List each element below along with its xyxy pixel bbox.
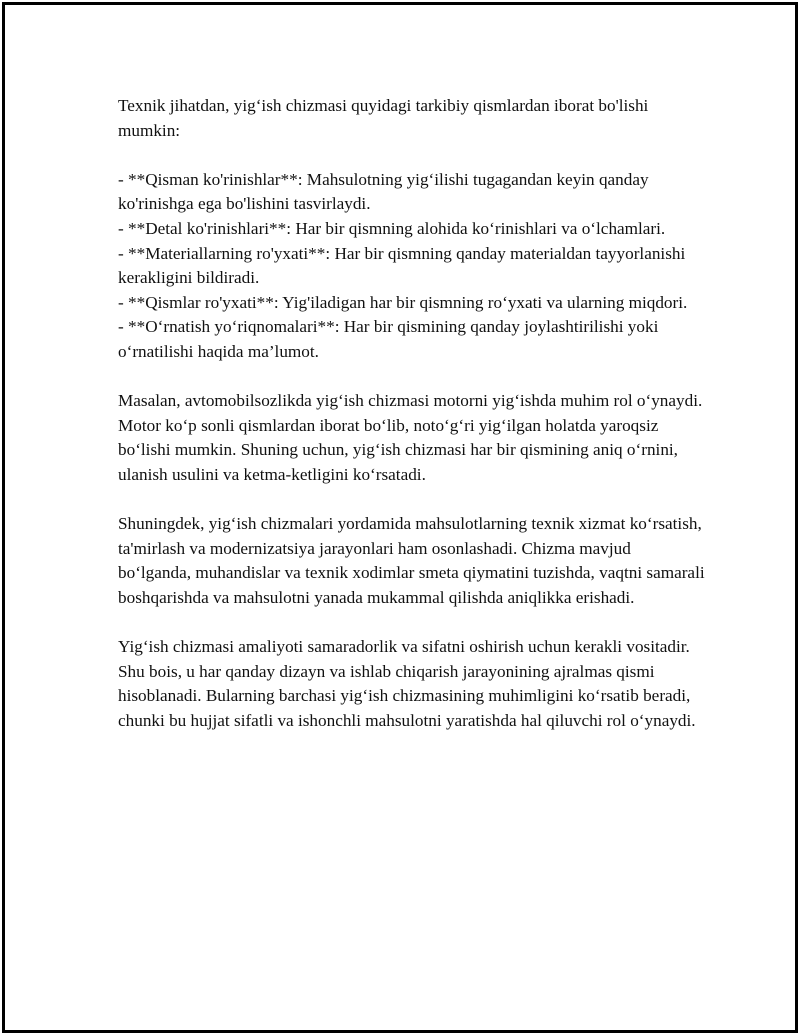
maintenance-paragraph: Shuningdek, yig‘ish chizmalari yordamida mahsulotlarning texnik xizmat ko‘rsatish, ta'mirlash va modernizatsiya jarayonlari ham osonlashadi. Chizma mavjud bo‘lganda, muhandislar va texnik xodimlar smeta qiymatini tuzishda, vaqtni samarali boshqarishda va mahsulotni yanada mukammal qilishda aniqlikka erishadi.: [118, 514, 705, 607]
page-frame: [2, 2, 798, 1033]
automotive-example-paragraph: Masalan, avtomobilsozlikda yig‘ish chizmasi motorni yig‘ishda muhim rol o‘ynaydi. Motor ko‘p sonli qismlardan iborat bo‘lib, noto‘g‘ri yig‘ilgan holatda yaroqsiz bo‘lishi mumkin. Shuning uchun, yig‘ish chizmasi har bir qismining aniq o‘rnini, ulanish usulini va ketma-ketligini ko‘rsatadi.: [118, 391, 703, 484]
list-item-parts-list: - **Qismlar ro'yxati**: Yig'iladigan har bir qismning ro‘yxati va ularning miqdori.: [118, 292, 688, 312]
conclusion-paragraph: Yig‘ish chizmasi amaliyoti samaradorlik va sifatni oshirish uchun kerakli vositadir. Shu bois, u har qanday dizayn va ishlab chiqarish jarayonining ajralmas qismi hisoblanadi. Bularning barchasi yig‘ish chizmasining muhimligini ko‘rsatib beradi, chunki bu hujjat sifatli va ishonchli mahsulotni yaratishda hal qiluvchi rol o‘ynaydi.: [118, 637, 696, 730]
document-body: [118, 94, 708, 758]
list-item-detail-views: - **Detal ko'rinishlari**: Har bir qismning alohida ko‘rinishlari va o‘lchamlari.: [118, 218, 666, 238]
list-item-installation-instructions: - **O‘rnatish yo‘riqnomalari**: Har bir qismining qanday joylashtirilishi yoki o‘rnatilishi haqida ma’lumot.: [118, 317, 659, 361]
components-list: [118, 168, 708, 365]
intro-paragraph: Texnik jihatdan, yig‘ish chizmasi quyidagi tarkibiy qismlardan iborat bo'lishi mumkin:: [118, 96, 649, 140]
list-item-materials-list: - **Materiallarning ro'yxati**: Har bir qismning qanday materialdan tayyorlanishi kerakligini bildiradi.: [118, 243, 686, 288]
list-item-partial-views: - **Qisman ko'rinishlar**: Mahsulotning yig‘ilishi tugagandan keyin qanday ko'rinishga ega bo'lishini tasvirlaydi.: [118, 169, 649, 214]
